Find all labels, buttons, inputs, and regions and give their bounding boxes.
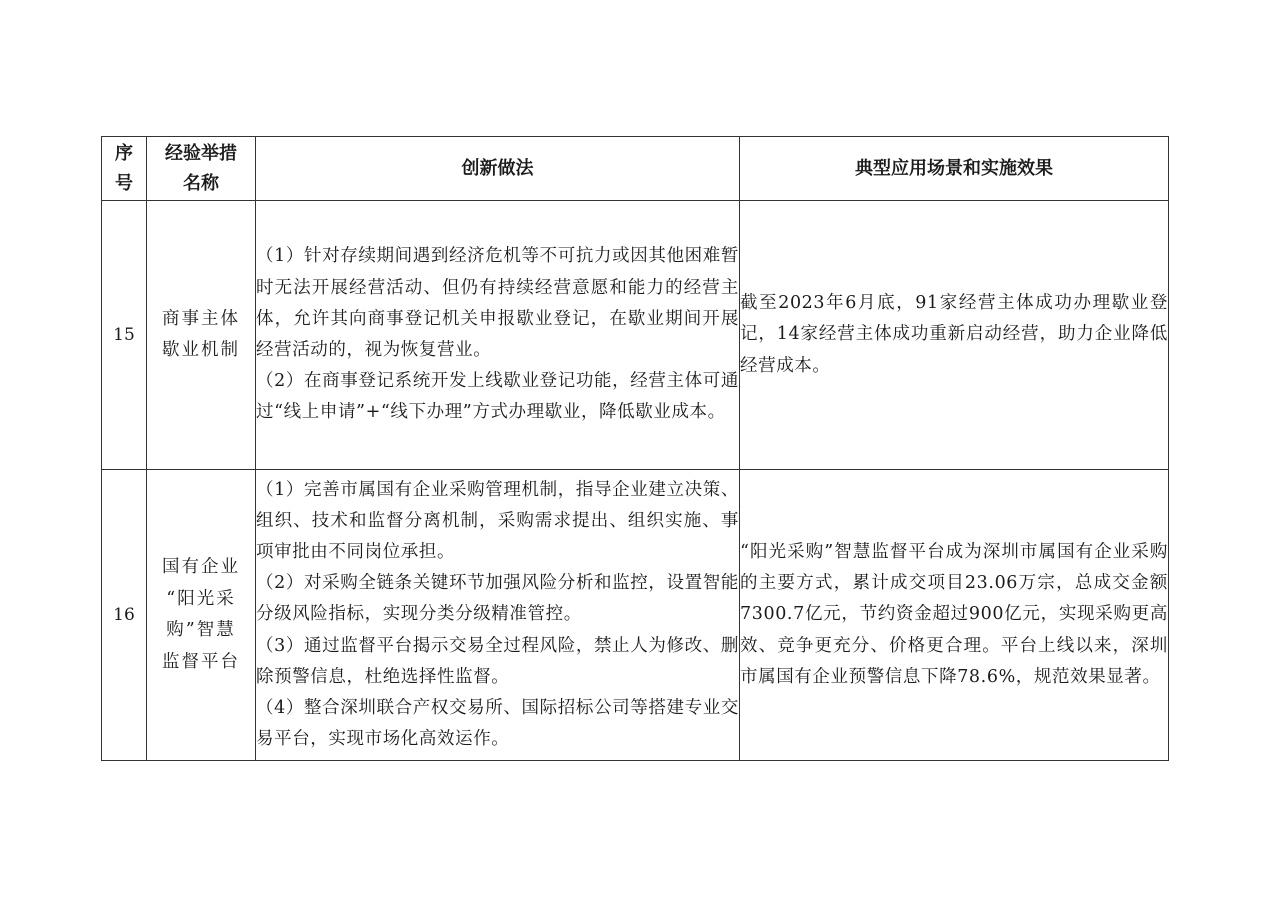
method-paragraph: （3）通过监督平台揭示交易全过程风险，禁止人为修改、删除预警信息，杜绝选择性监督。 bbox=[256, 635, 739, 687]
measure-name-line: 购”智慧 bbox=[166, 620, 236, 640]
method-paragraph: （4）整合深圳联合产权交易所、国际招标公司等搭建专业交易平台，实现市场化高效运作。 bbox=[256, 698, 739, 750]
implementation-effect: “阳光采购”智慧监督平台成为深圳市属国有企业采购的主要方式，累计成交项目23.06万宗，总成交金额7300.7亿元，节约资金超过900亿元，实现采购更高效、竞争更充分、价格更合理。平台上线以来，深圳市属国有企业预警信息下降78.6%，规范效果显著。 bbox=[740, 470, 1169, 761]
header-method: 创新做法 bbox=[256, 137, 740, 201]
method-paragraph: （2）对采购全链条关键环节加强风险分析和监控，设置智能分级风险指标，实现分类分级精准管控。 bbox=[256, 573, 739, 625]
header-name-line-1: 经验举措 bbox=[165, 142, 237, 164]
measure-name-line: 歇业机制 bbox=[162, 340, 240, 360]
innovation-method bbox=[256, 201, 740, 470]
header-seq bbox=[102, 137, 147, 201]
measure-name-line: “阳光采 bbox=[166, 588, 236, 609]
header-seq-line-2: 号 bbox=[115, 172, 133, 194]
header-seq-line-1: 序 bbox=[115, 142, 133, 164]
method-paragraph: （1）针对存续期间遇到经济危机等不可抗力或因其他困难暂时无法开展经营活动、但仍有持续经营意愿和能力的经营主体，允许其向商事登记机关申报歇业登记，在歇业期间开展经营活动的，视为恢复营业。 bbox=[256, 246, 739, 360]
header-name bbox=[147, 137, 256, 201]
header-effect: 典型应用场景和实施效果 bbox=[740, 137, 1169, 201]
innovation-method bbox=[256, 470, 740, 761]
method-paragraph: （1）完善市属国有企业采购管理机制，指导企业建立决策、组织、技术和监督分离机制，采购需求提出、组织实施、事项审批由不同岗位承担。 bbox=[256, 479, 739, 562]
table-row bbox=[102, 470, 1169, 761]
method-paragraph: （2）在商事登记系统开发上线歇业登记功能，经营主体可通过“线上申请”+“线下办理”方式办理歇业，降低歇业成本。 bbox=[256, 371, 739, 423]
measure-name-line: 国有企业 bbox=[162, 557, 240, 577]
measures-table bbox=[101, 136, 1169, 761]
row-number: 16 bbox=[102, 470, 147, 761]
implementation-effect: 截至2023年6月底，91家经营主体成功办理歇业登记，14家经营主体成功重新启动经营，助力企业降低经营成本。 bbox=[740, 201, 1169, 470]
table-row bbox=[102, 201, 1169, 470]
measure-name-line: 商事主体 bbox=[162, 308, 240, 329]
measure-name bbox=[147, 201, 256, 470]
header-name-line-2: 名称 bbox=[183, 172, 219, 194]
measure-name-line: 监督平台 bbox=[162, 651, 240, 672]
row-number: 15 bbox=[102, 201, 147, 470]
measure-name bbox=[147, 470, 256, 761]
table-header-row bbox=[102, 137, 1169, 201]
